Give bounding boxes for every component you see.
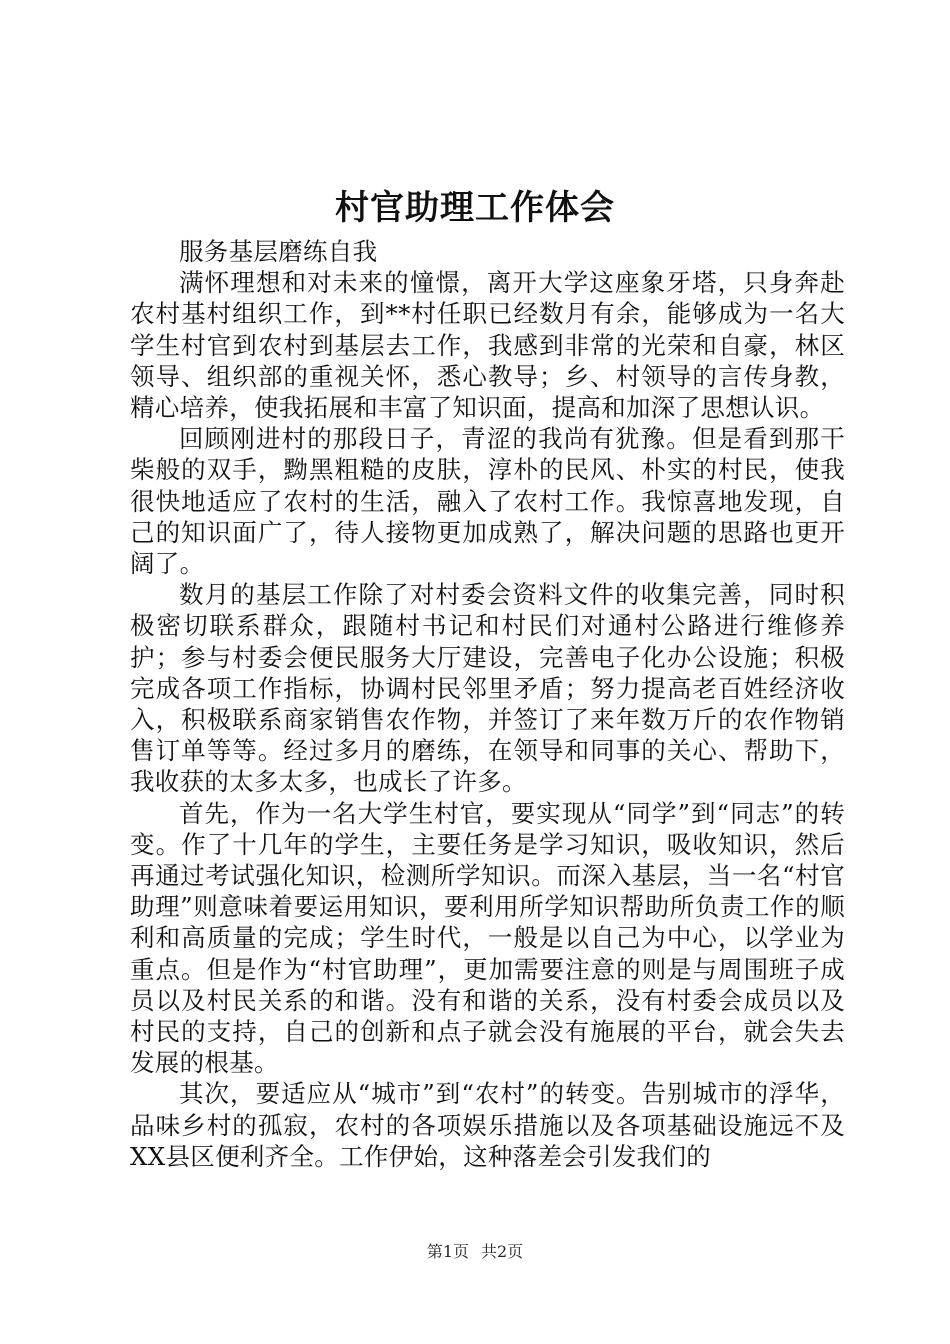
page-total: 共2页 [481,1242,524,1261]
subtitle-line: 服务基层磨练自我 [179,237,378,266]
paragraph-1: 满怀理想和对未来的憧憬，离开大学这座象牙塔，只身奔赴农村基村组织工作，到**村任职已经数月有余，能够成为一名大学生村官到农村到基层去工作，我感到非常的光荣和自豪，林区领导、组织部的重视关怀，悉心教导；乡、村领导的言传身教，精心培养，使我拓展和丰富了知识面，提高和加深了思想认识。 [130,268,845,423]
page-number: 第1页 [426,1242,469,1261]
page-footer [0,1241,950,1263]
paragraph-5: 其次，要适应从“城市”到“农村”的转变。告别城市的浮华，品味乡村的孤寂，农村的各项娱乐措施以及各项基础设施远不及XX县区便利齐全。工作伊始，这种落差会引发我们的 [130,1079,845,1171]
paragraph-3: 数月的基层工作除了对村委会资料文件的收集完善，同时积极密切联系群众，跟随村书记和村民们对通村公路进行维修养护；参与村委会便民服务大厅建设，完善电子化办公设施；积极完成各项工作指标，协调村民邻里矛盾；努力提高老百姓经济收入，积极联系商家销售农作物，并签订了来年数万斤的农作物销售订单等等。经过多月的磨练，在领导和同事的关心、帮助下，我收获的太多太多，也成长了许多。 [130,580,845,797]
document-title: 村官助理工作体会 [335,188,615,228]
paragraph-2: 回顾刚进村的那段日子，青涩的我尚有犹豫。但是看到那干柴般的双手，黝黑粗糙的皮肤，淳朴的民风、朴实的村民，使我很快地适应了农村的生活，融入了农村工作。我惊喜地发现，自己的知识面广了，待人接物更加成熟了，解决问题的思路也更开阔了。 [130,424,845,579]
document-body [130,236,845,1172]
paragraph-4: 首先，作为一名大学生村官，要实现从“同学”到“同志”的转变。作了十几年的学生，主要任务是学习知识，吸收知识，然后再通过考试强化知识，检测所学知识。而深入基层，当一名“村官助理”则意味着要运用知识，要利用所学知识帮助所负责工作的顺利和高质量的完成；学生时代，一般是以自己为中心，以学业为重点。但是作为“村官助理”，更加需要注意的则是与周围班子成员以及村民关系的和谐。没有和谐的关系，没有村委会成员以及村民的支持，自己的创新和点子就会没有施展的平台，就会失去发展的根基。 [130,798,845,1078]
